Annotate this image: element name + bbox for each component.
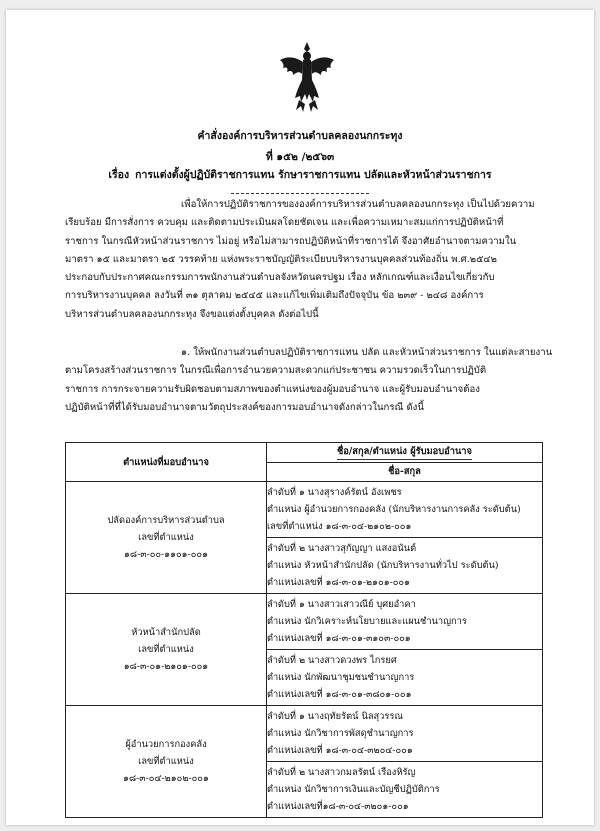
assignee-cell [267,482,543,538]
garuda-emblem-icon [277,40,337,114]
assignee-name: ลำดับที่ ๒ นางสาวสุกัญญา แสงอนันต์ [267,543,417,554]
delegating-position [66,482,267,594]
assignee-position: ตำแหน่ง นักวิเคราะห์นโยบายและแผนชำนาญการ [267,616,467,627]
col-subheader-name: ชื่อ-สกุล [267,462,543,482]
col-header-position: ตำแหน่งที่มอบอำนาจ [66,443,267,482]
assignee-name: ลำดับที่ ๒ นางสาวดวงพร ไกรยศ [267,655,397,666]
order-number: ที่ ๑๕๒ /๒๕๖๓ [265,151,335,163]
assignee-cell [267,650,543,706]
paragraph-line: ปฏิบัติหน้าที่ที่ได้รับมอบอำนาจตามวัตถุประสงค์ของการมอบอำนาจดังกล่าวในกรณี ดังนี้ [65,401,424,413]
paragraph-line: บริหารส่วนตำบลคลองนกกระทุง จึงขอแต่งตั้งบุคคล ดังต่อไปนี้ [65,308,319,320]
position-number: ๑๘-๓-๐๑-๒๑๐๑-๐๐๑ [123,661,209,672]
table-row [66,482,543,538]
position-title: ปลัดองค์การบริหารส่วนตำบล [107,515,225,526]
position-title: ผู้อำนวยการกองคลัง [125,739,207,750]
order-subject [6,166,594,183]
subject-text: การแต่งตั้งผู้ปฏิบัติราชการแทน รักษาราชการแทน ปลัดและหัวหน้าส่วนราชการ [135,169,492,181]
assignee-name: ลำดับที่ ๑ นางสุรางค์รัตน์ อังเพชร [267,487,402,498]
assignee-position-number: ตำแหน่งเลขที่ ๑๘-๓-๐๑-๒๑๐๑-๐๐๑ [267,577,411,588]
assignee-position: ตำแหน่ง นักวิชาการเงินและบัญชีปฏิบัติการ [267,784,440,795]
assignee-position-number: ตำแหน่งเลขที่ ๑๘-๓-๐๑-๓๘๐๑-๐๐๑ [267,689,412,700]
table-header-row [66,443,543,463]
assignee-position-number: ตำแหน่งเลขที่๑๘-๓-๐๔-๓๒๐๑-๐๐๑ [267,801,409,812]
position-number: ๑๘-๓-๐๔-๒๑๐๒-๐๐๑ [123,773,209,784]
position-title: หัวหน้าสำนักปลัด [131,627,201,638]
assignee-position: ตำแหน่ง ผู้อำนวยการกองคลัง (นักบริหารงานการคลัง ระดับต้น) [267,504,521,515]
paragraph-line: มาตรา ๑๕ และมาตรา ๒๕ วรรคท้าย แห่งพระราชบัญญัติระเบียบบริหารงานบุคคลส่วนท้องถิ่น พ.ศ.๒๕๔๒ [65,253,497,265]
paragraph-line: เพื่อให้การปฏิบัติราชการขององค์การบริหารส่วนตำบลคลองนกกระทุง เป็นไปด้วยความ [181,199,535,210]
paragraph-line: การบริหารงานบุคคล ลงวันที่ ๓๑ ตุลาคม ๒๕๔๕ และแก้ไขเพิ่มเติมถึงปัจจุบัน ข้อ ๒๓๙ - ๒๔๘ องค์การ [65,290,484,302]
assignee-cell [267,706,543,762]
assignee-position-number: ตำแหน่งเลขที่ ๑๘-๓-๐๑-๓๑๐๓-๐๐๑ [267,633,411,644]
col-header-assignee: ชื่อ/สกุล/ตำแหน่ง ผู้รับมอบอำนาจ [267,443,543,463]
paragraph-item-1 [65,344,552,417]
position-number-label: เลขที่ตำแหน่ง [138,644,194,655]
paragraph-line: เรียบร้อย มีการสั่งการ ควบคุม และติดตามประเมินผลโดยชัดเจน และเพื่อความเหมาะสมแก่การปฏิบัติหน้าที่ [65,217,504,229]
assignee-position: ตำแหน่ง นักวิชาการพัสดุชำนาญการ [267,728,414,739]
order-title: คำสั่งองค์การบริหารส่วนตำบลคลองนกกระทุง [197,130,403,142]
separator-line [231,193,369,194]
assignee-position-number: เลขที่ตำแหน่ง ๑๘-๓-๐๔-๒๑๐๒-๐๐๑ [267,521,412,532]
assignee-name: ลำดับที่ ๑ นางฤทัยรัตน์ นิลสุวรรณ [267,711,404,722]
paragraph-line: ตามโครงสร้างส่วนราชการ ในกรณีเพื่อการอำนวยความสะดวกแก่ประชาชน ความรวดเร็วในการปฏิบัติ [65,365,487,377]
paragraph-line: ๑. ให้พนักงานส่วนตำบลปฏิบัติราชการแทน ปลัด และหัวหน้าส่วนราชการ ในแต่ละสายงาน [181,347,553,358]
document-page [6,10,594,825]
paragraph-line: ราชการ การกระจายความรับผิดชอบตามสภาพของตำแหน่งของผู้มอบอำนาจ และผู้รับมอบอำนาจต้อง [65,383,480,395]
assignee-cell [267,762,543,818]
paragraph-intro [65,196,535,324]
assignee-position-number: ตำแหน่งเลขที่ ๑๘-๓-๐๔-๓๒๐๔-๐๐๑ [267,745,413,756]
table-row [66,594,543,650]
assignee-cell [267,594,543,650]
assignee-name: ลำดับที่ ๑ นางสาวเสาวณีย์ บุศยอำคา [267,599,416,610]
paragraph-line: ประกอบกับประกาศคณะกรรมการพนักงานส่วนตำบลจังหวัดนครปฐม เรื่อง หลักเกณฑ์และเงื่อนไขเกี่ยวกับ [65,272,495,284]
position-number: ๑๘-๓-๐๐-๑๑๐๑-๐๐๑ [124,549,208,560]
assignee-position: ตำแหน่ง นักพัฒนาชุมชนชำนาญการ [267,672,415,683]
delegating-position [66,706,267,818]
position-number-label: เลขที่ตำแหน่ง [138,756,194,767]
table-row [66,706,543,762]
delegating-position [66,594,267,706]
paragraph-line: ราชการ ในกรณีหัวหน้าส่วนราชการ ไม่อยู่ หรือไม่สามารถปฏิบัติหน้าที่ราชการได้ จึงอาศัยอำนาจตามความใน [65,235,517,247]
assignee-name: ลำดับที่ ๒ นางสาวกมลรัตน์ เรืองหิรัญ [267,767,416,778]
delegation-table [65,442,543,818]
assignee-cell [267,538,543,594]
assignee-position: ตำแหน่ง หัวหน้าสำนักปลัด (นักบริหารงานทั่วไป ระดับต้น) [267,560,499,571]
subject-label: เรื่อง [108,169,130,181]
position-number-label: เลขที่ตำแหน่ง [138,532,194,543]
